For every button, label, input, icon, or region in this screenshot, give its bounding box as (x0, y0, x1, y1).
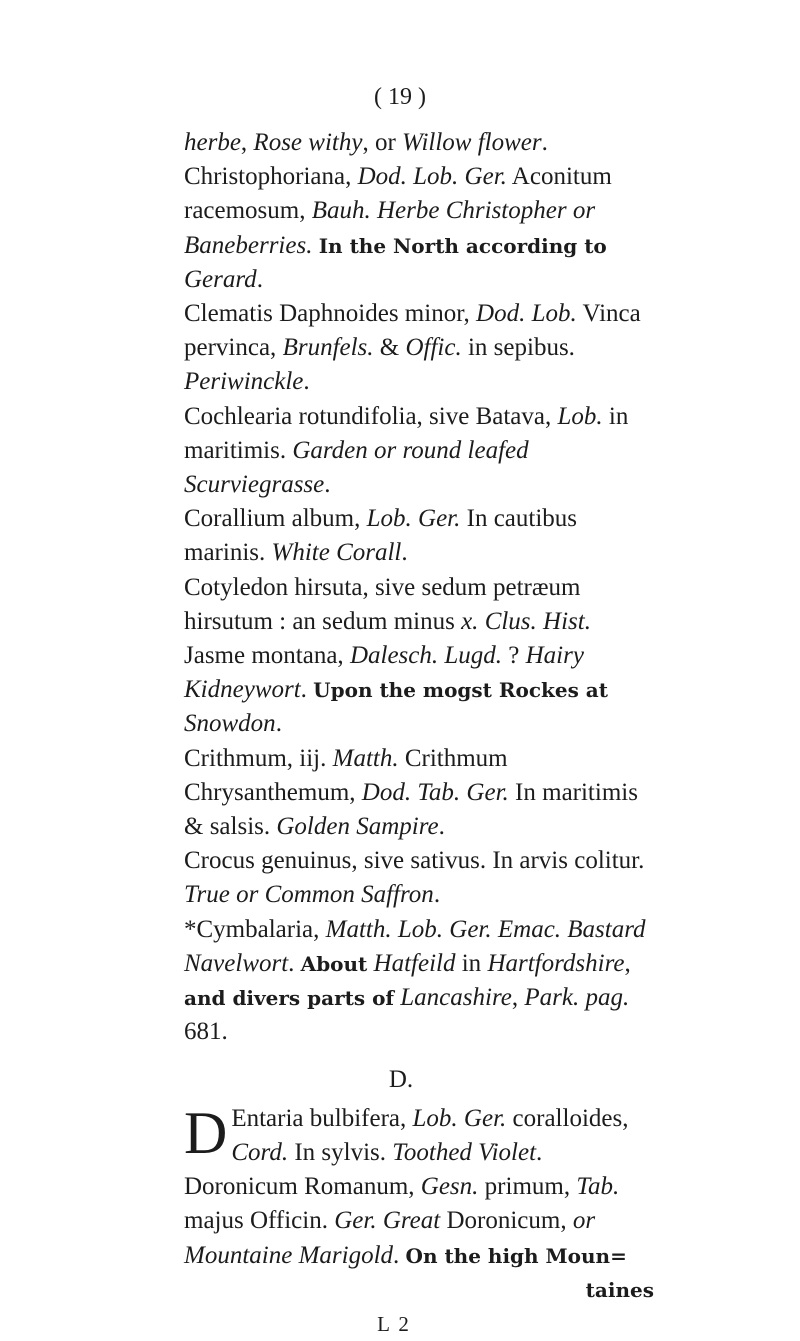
entry-rose-withy (184, 126, 654, 160)
text-run: Lob. Ger. (412, 1104, 507, 1132)
blackletter-run: taines (585, 1277, 654, 1302)
text-run: 681. (184, 1018, 228, 1046)
entry-clematis (184, 297, 654, 400)
text-run: Periwinckle (184, 368, 304, 396)
text-run: , (240, 129, 254, 156)
text-run: Dod. Lob. Ger. (357, 163, 507, 191)
text-run: Dod. Lob. (476, 300, 577, 328)
signature-mark: L 2 (377, 1311, 411, 1336)
text-run: . (256, 265, 263, 293)
text-run: in maritimis. (184, 402, 629, 464)
text-run: Hartfordshire (487, 949, 625, 977)
text-run: Matth. Lob. Ger. Emac. Bastard Navelwort (184, 915, 646, 977)
text-run: Entaria bulbifera, (231, 1104, 413, 1132)
text-run: Hatfeild (373, 949, 456, 977)
text-run: In sylvis. (288, 1138, 393, 1166)
text-run: Dalesch. Lugd. (349, 642, 503, 670)
text-run: Offic. (405, 334, 462, 362)
text-run: Ger. (334, 1207, 377, 1235)
text-run: Snowdon (184, 710, 276, 738)
text-run: Willow flower (402, 129, 542, 156)
text-run: Bauh. Herbe Christopher or Baneberries. (184, 197, 596, 259)
text-run: x. (461, 607, 479, 635)
text-run: . (536, 1138, 543, 1166)
text-run: Great (382, 1207, 441, 1235)
text-run: . (393, 1241, 406, 1269)
text-run: White Corall (271, 539, 402, 567)
text-run: , or (362, 129, 403, 156)
text-run: Cotyledon hirsuta, sive sedum petræum hirsutum : an sedum minus (184, 573, 581, 635)
entry-corallium (184, 502, 654, 570)
text-run: Jasme montana, (184, 642, 350, 670)
text-run: Crithmum Chrysanthemum, (184, 744, 508, 806)
text-run: Vinca pervinca, (184, 300, 641, 362)
text-run: Lob. (557, 402, 603, 430)
text-run: . (433, 881, 441, 909)
blackletter-run: On the high Moun= (405, 1243, 627, 1268)
entry-cymbalaria (184, 913, 654, 1050)
text-run: Cord. (231, 1138, 289, 1166)
text-run: in (455, 949, 488, 977)
text-run: . (438, 813, 445, 841)
text-run: . (303, 368, 310, 396)
page-number-header: ( 19 ) (374, 84, 426, 110)
text-run: . (324, 471, 331, 499)
text-run: Cochlearia rotundifolia, sive Batava, (184, 402, 558, 430)
catchword (184, 1273, 654, 1307)
text-run: Corallium album, (184, 505, 367, 533)
entry-dentaria (184, 1099, 654, 1170)
entry-cochlearia (184, 400, 654, 503)
text-run: & (373, 334, 406, 362)
text-run: True or Common Saffron (184, 881, 434, 909)
text-run: Park. pag. (524, 984, 630, 1012)
blackletter-run: Upon the mogst Rockes at (313, 678, 608, 703)
text-run: , (624, 949, 631, 977)
text-run: Garden or round leafed Scurviegrasse (184, 436, 529, 499)
text-run: . (300, 676, 314, 704)
text-run: Clematis Daphnoides minor, (184, 300, 477, 328)
text-run: majus Officin. (184, 1207, 335, 1235)
text-run: or Mountaine Marigold (184, 1207, 596, 1269)
section-heading-d: D. (388, 1066, 414, 1094)
text-run: Christophoriana, (184, 163, 358, 191)
text-run: In cautibus marinis. (184, 505, 578, 567)
text-run: . (401, 539, 408, 567)
text-run: Gerard (184, 265, 257, 293)
text-run: Brunfels. (282, 334, 374, 362)
text-run: Crithmum, iij. (184, 744, 333, 772)
text-run: in sepibus. (461, 334, 575, 362)
entry-crithmum (184, 742, 654, 845)
entry-christophoriana (184, 160, 654, 297)
text-run: , (511, 984, 525, 1012)
text-run: Gesn. (420, 1173, 479, 1201)
text-run: Rose withy (253, 129, 363, 156)
entry-cotyledon (184, 571, 654, 742)
text-run: coralloides, (506, 1104, 629, 1132)
text-run: Dod. Tab. Ger. (361, 778, 509, 806)
blackletter-run: In the North according to (318, 233, 607, 258)
text-run: . (541, 129, 548, 156)
text-run: herbe (184, 129, 241, 156)
text-run: Doronicum, (440, 1207, 573, 1235)
text-run: ? (502, 642, 526, 670)
drop-cap: D (184, 1099, 228, 1166)
text-run: . (288, 949, 301, 977)
text-run: Lob. Ger. (366, 505, 461, 533)
text-run: Hairy Kidneywort (184, 642, 584, 704)
text-run: Toothed Violet (392, 1138, 537, 1166)
entry-crocus (184, 844, 654, 912)
page-body (184, 126, 654, 1341)
text-run: Lancashire (400, 984, 512, 1012)
text-run: . (275, 710, 282, 738)
text-run: primum, (478, 1173, 577, 1201)
text-run: Doronicum Romanum, (184, 1173, 421, 1201)
text-run: In maritimis & salsis. (184, 778, 638, 841)
text-run: Matth. (332, 744, 399, 772)
text-run: Clus. Hist. (484, 607, 591, 635)
text-run: Aconitum racemosum, (184, 163, 612, 225)
entry-doronicum (184, 1170, 654, 1273)
blackletter-run: and divers parts of (184, 986, 395, 1011)
text-run: Golden Sampire (276, 813, 439, 841)
text-run: *Cymbalaria, (184, 915, 326, 943)
text-run: Crocus genuinus, sive sativus. In arvis colitur. (184, 847, 645, 875)
blackletter-run: About (300, 951, 368, 976)
text-run: Tab. (576, 1173, 620, 1201)
